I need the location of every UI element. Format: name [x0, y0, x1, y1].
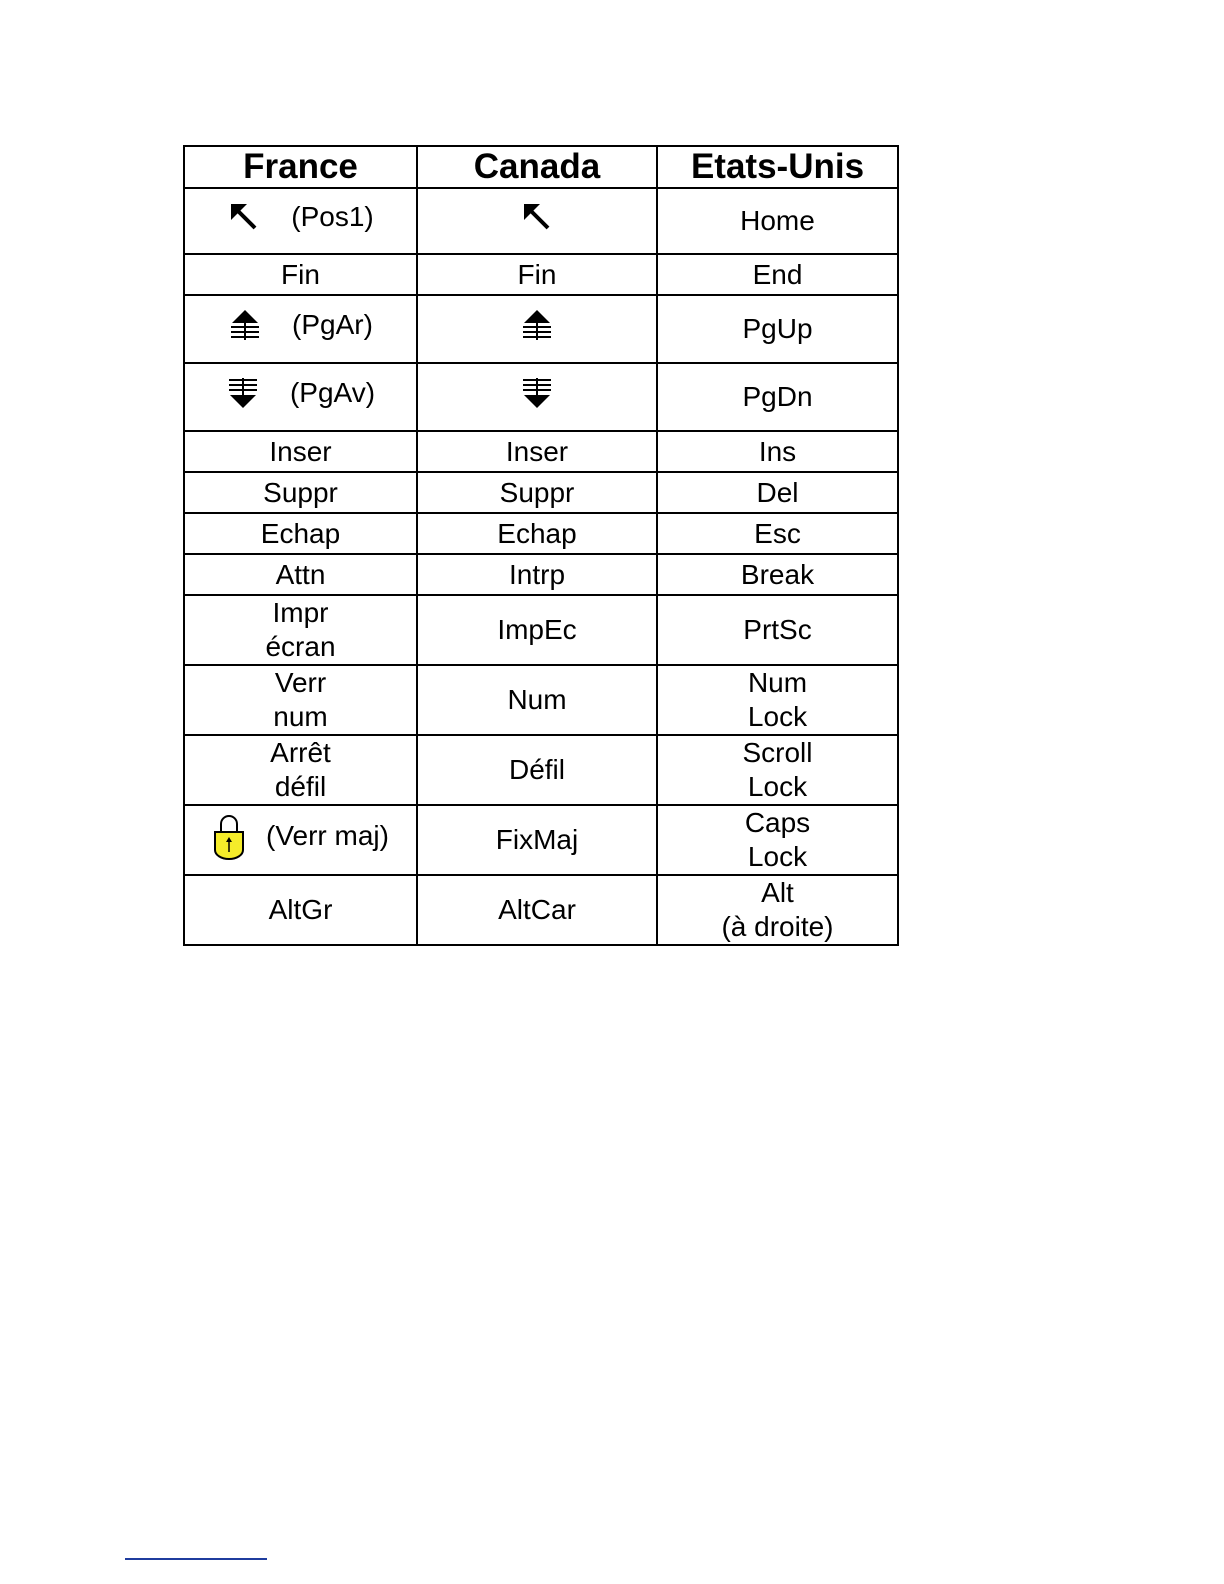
cell-line: (à droite)	[721, 911, 834, 942]
cell-line: défil	[274, 771, 327, 802]
page-up-icon	[228, 308, 262, 342]
cell-line: Arrêt	[270, 737, 331, 768]
keyboard-key-table	[183, 145, 899, 946]
cell-line: Caps	[744, 807, 811, 838]
table-row	[184, 254, 898, 295]
table-row	[184, 431, 898, 472]
cell-canada	[417, 295, 657, 363]
cell-france	[184, 665, 417, 735]
cell-france	[184, 805, 417, 875]
cell-canada: Suppr	[417, 472, 657, 513]
cell-us: Ins	[657, 431, 898, 472]
table-row	[184, 665, 898, 735]
cell-us: PgDn	[657, 363, 898, 431]
cell-line: Num	[747, 667, 808, 698]
cell-france	[184, 595, 417, 665]
cell-us: End	[657, 254, 898, 295]
cell-text: (Verr maj)	[266, 820, 389, 851]
cell-line: Impr	[272, 597, 329, 628]
cell-text: (Pos1)	[291, 201, 374, 232]
table-row	[184, 188, 898, 254]
cell-france: Inser	[184, 431, 417, 472]
cell-france: Fin	[184, 254, 417, 295]
header-france: France	[184, 146, 417, 188]
home-arrow-icon	[227, 200, 261, 234]
cell-france: Suppr	[184, 472, 417, 513]
cell-france	[184, 188, 417, 254]
padlock-icon	[212, 812, 246, 860]
cell-canada: FixMaj	[417, 805, 657, 875]
cell-canada: Défil	[417, 735, 657, 805]
page-up-icon	[520, 308, 554, 342]
table-row	[184, 805, 898, 875]
cell-us: Home	[657, 188, 898, 254]
table-row	[184, 513, 898, 554]
cell-line: Alt	[761, 877, 794, 908]
cell-line: Verr	[274, 667, 327, 698]
cell-us	[657, 735, 898, 805]
table-row	[184, 875, 898, 945]
cell-canada: Num	[417, 665, 657, 735]
cell-canada: Intrp	[417, 554, 657, 595]
cell-canada: ImpEc	[417, 595, 657, 665]
header-canada: Canada	[417, 146, 657, 188]
cell-text: (PgAv)	[289, 377, 376, 408]
cell-france: AltGr	[184, 875, 417, 945]
cell-canada: AltCar	[417, 875, 657, 945]
table-row	[184, 554, 898, 595]
cell-line: Lock	[747, 771, 808, 802]
cell-france	[184, 295, 417, 363]
cell-us	[657, 875, 898, 945]
cell-us	[657, 665, 898, 735]
cell-us: PgUp	[657, 295, 898, 363]
page-down-icon	[520, 376, 554, 410]
footnote-separator	[125, 1558, 267, 1560]
cell-text: (PgAr)	[292, 309, 373, 340]
cell-canada: Inser	[417, 431, 657, 472]
header-row	[184, 146, 898, 188]
table-row	[184, 595, 898, 665]
cell-us: Esc	[657, 513, 898, 554]
cell-line: num	[273, 701, 328, 732]
table-row	[184, 735, 898, 805]
cell-line: Lock	[747, 841, 808, 872]
cell-france	[184, 363, 417, 431]
cell-us: PrtSc	[657, 595, 898, 665]
cell-us: Del	[657, 472, 898, 513]
cell-us	[657, 805, 898, 875]
table-row	[184, 363, 898, 431]
header-us: Etats-Unis	[657, 146, 898, 188]
cell-canada	[417, 188, 657, 254]
cell-canada: Echap	[417, 513, 657, 554]
page-down-icon	[226, 376, 260, 410]
cell-canada	[417, 363, 657, 431]
cell-line: Lock	[747, 701, 808, 732]
cell-line: écran	[265, 631, 336, 662]
cell-canada: Fin	[417, 254, 657, 295]
cell-france: Echap	[184, 513, 417, 554]
cell-france: Attn	[184, 554, 417, 595]
cell-us: Break	[657, 554, 898, 595]
cell-france	[184, 735, 417, 805]
home-arrow-icon	[520, 200, 554, 234]
cell-line: Scroll	[742, 737, 813, 768]
table-row	[184, 472, 898, 513]
table-row	[184, 295, 898, 363]
